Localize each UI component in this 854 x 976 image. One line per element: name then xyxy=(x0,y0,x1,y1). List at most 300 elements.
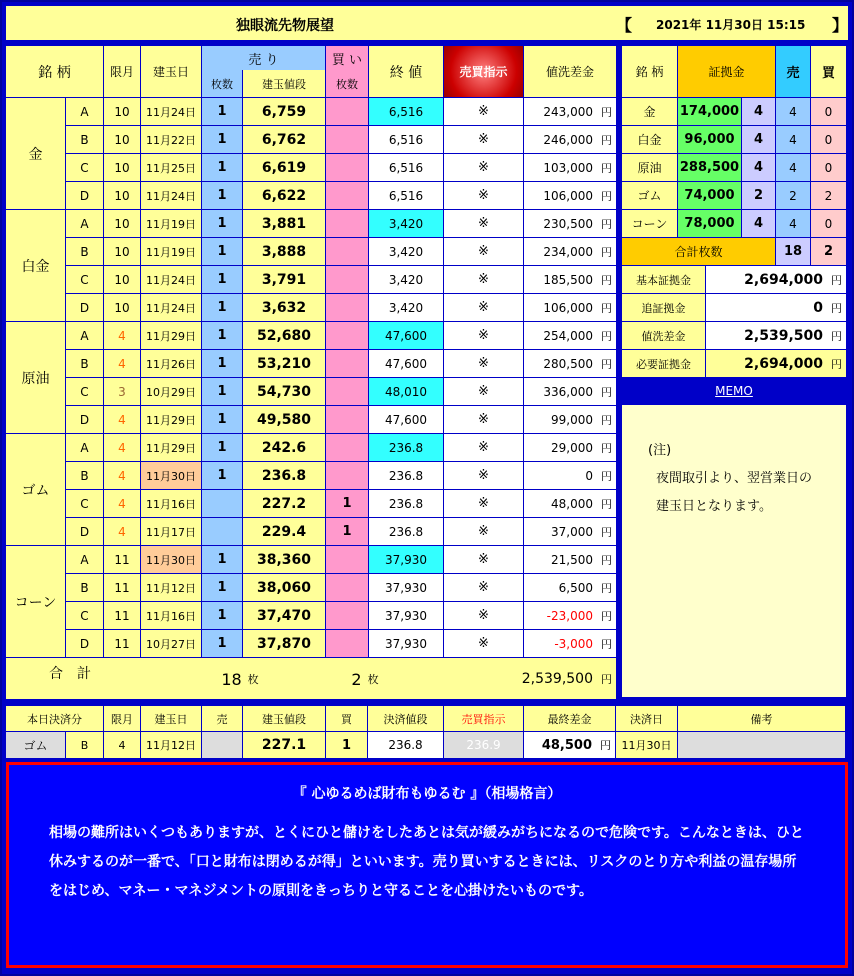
row-instruction: ※ xyxy=(444,238,523,265)
row-month: 11 xyxy=(104,546,140,573)
proverb-title: 『 心ゆるめば財布もゆるむ 』（相場格言） xyxy=(292,786,562,802)
row-symbol: D xyxy=(66,406,103,433)
settle-header-note: 備考 xyxy=(678,706,845,731)
settle-header-buy: 買 xyxy=(326,706,367,731)
total-sell xyxy=(200,664,280,694)
row-sell-qty xyxy=(202,518,242,545)
settle-final xyxy=(524,732,615,758)
row-instruction: ※ xyxy=(444,322,523,349)
row-buy-qty xyxy=(326,546,368,573)
side-row-name: ゴム xyxy=(622,182,677,209)
row-close: 47,600 xyxy=(369,350,443,377)
row-price: 227.2 xyxy=(243,490,325,517)
row-symbol: A xyxy=(66,210,103,237)
yen-unit: 円 xyxy=(601,497,612,511)
row-price: 54,730 xyxy=(243,378,325,405)
row-buy-qty xyxy=(326,462,368,489)
row-close: 3,420 xyxy=(369,294,443,321)
yen-unit: 円 xyxy=(601,273,612,287)
row-price: 52,680 xyxy=(243,322,325,349)
side-row-name: 金 xyxy=(622,98,677,125)
row-price: 6,759 xyxy=(243,98,325,125)
diff-value: 99,000 xyxy=(551,412,593,427)
side-row-margin: 74,000 xyxy=(678,182,741,209)
row-buy-qty xyxy=(326,238,368,265)
row-date: 11月22日 xyxy=(141,126,201,153)
yen-unit: 円 xyxy=(601,385,612,399)
side-total-sell: 18 xyxy=(776,238,810,265)
row-date: 11月25日 xyxy=(141,154,201,181)
yen-unit: 円 xyxy=(601,133,612,147)
row-date: 11月29日 xyxy=(141,406,201,433)
row-price: 236.8 xyxy=(243,462,325,489)
row-price: 37,470 xyxy=(243,602,325,629)
yen-unit: 円 xyxy=(601,413,612,427)
row-sell-qty: 1 xyxy=(202,630,242,657)
row-symbol: C xyxy=(66,154,103,181)
summary-label: 値洗差金 xyxy=(622,322,705,349)
row-diff xyxy=(524,350,616,377)
row-buy-qty xyxy=(326,210,368,237)
side-row-margin: 288,500 xyxy=(678,154,741,181)
side-row-count: 4 xyxy=(742,126,775,153)
row-instruction: ※ xyxy=(444,98,523,125)
row-diff xyxy=(524,294,616,321)
row-symbol: D xyxy=(66,518,103,545)
side-row-sell: 2 xyxy=(776,182,810,209)
header-brand: 銘 柄 xyxy=(6,46,103,97)
header-sell-qty: 枚数 xyxy=(202,70,242,97)
diff-value: 246,000 xyxy=(543,132,593,147)
yen-unit: 円 xyxy=(600,739,611,752)
row-close: 3,420 xyxy=(369,238,443,265)
row-instruction: ※ xyxy=(444,602,523,629)
row-sell-qty: 1 xyxy=(202,322,242,349)
row-price: 53,210 xyxy=(243,350,325,377)
row-close: 47,600 xyxy=(369,406,443,433)
row-diff xyxy=(524,378,616,405)
yen-unit: 円 xyxy=(601,329,612,343)
memo-line: 建玉日となります。 xyxy=(656,499,772,514)
diff-value: -23,000 xyxy=(546,608,593,623)
settle-header-final: 最終差金 xyxy=(524,706,615,731)
row-sell-qty: 1 xyxy=(202,602,242,629)
diff-value: 6,500 xyxy=(558,580,593,595)
side-row-sell: 4 xyxy=(776,210,810,237)
diff-value: 103,000 xyxy=(543,160,593,175)
row-date: 11月17日 xyxy=(141,518,201,545)
row-buy-qty xyxy=(326,406,368,433)
row-buy-qty xyxy=(326,602,368,629)
diff-value: 336,000 xyxy=(543,384,593,399)
bracket-close: 】 xyxy=(832,16,849,35)
row-sell-qty: 1 xyxy=(202,378,242,405)
row-month: 10 xyxy=(104,294,140,321)
row-instruction: ※ xyxy=(444,350,523,377)
summary-label: 追証拠金 xyxy=(622,294,705,321)
row-price: 6,622 xyxy=(243,182,325,209)
settle-sell xyxy=(202,732,242,758)
settle-header-sell: 売 xyxy=(202,706,242,731)
row-month: 4 xyxy=(104,322,140,349)
diff-value: 29,000 xyxy=(551,440,593,455)
row-instruction: ※ xyxy=(444,154,523,181)
row-date: 11月24日 xyxy=(141,294,201,321)
row-close: 3,420 xyxy=(369,266,443,293)
row-close: 3,420 xyxy=(369,210,443,237)
summary-value xyxy=(706,266,846,293)
row-sell-qty: 1 xyxy=(202,182,242,209)
row-month: 4 xyxy=(104,518,140,545)
row-instruction: ※ xyxy=(444,266,523,293)
row-symbol: C xyxy=(66,602,103,629)
row-close: 6,516 xyxy=(369,182,443,209)
summary-value xyxy=(706,294,846,321)
row-month: 10 xyxy=(104,266,140,293)
proverb-body: 相場の難所はいくつもありますが、とくにひと儲けをしたあとは気が緩みがちになるので危険です。こんなときは、ひと休みするのが一番で、「口と財布は閉めるが得」といいます。売り買いするときには、リスクのとり方や利益の温存場所をはじめ、マネー・マネジメントの原則をきっちりと守ることを心掛けたいものです。 xyxy=(49,825,804,899)
row-buy-qty xyxy=(326,294,368,321)
row-buy-qty xyxy=(326,378,368,405)
row-date: 11月24日 xyxy=(141,266,201,293)
side-header-buy: 買 xyxy=(811,46,846,97)
yen-unit: 円 xyxy=(601,609,612,623)
diff-value: 0 xyxy=(585,468,593,483)
row-close: 6,516 xyxy=(369,154,443,181)
header-close: 終 値 xyxy=(369,46,443,97)
side-row-sell: 4 xyxy=(776,154,810,181)
row-date: 11月19日 xyxy=(141,238,201,265)
settle-header-date: 建玉日 xyxy=(141,706,201,731)
header-month: 限月 xyxy=(104,46,140,97)
summary-amount: 2,539,500 xyxy=(744,327,823,344)
row-buy-qty xyxy=(326,434,368,461)
row-buy-qty xyxy=(326,266,368,293)
row-sell-qty: 1 xyxy=(202,350,242,377)
row-sell-qty: 1 xyxy=(202,266,242,293)
settle-final-value: 48,500 xyxy=(541,737,592,753)
settle-header-instruction: 売買指示 xyxy=(444,706,523,731)
row-buy-qty xyxy=(326,322,368,349)
diff-value: -3,000 xyxy=(554,636,593,651)
side-row-buy: 0 xyxy=(811,126,846,153)
row-buy-qty: 1 xyxy=(326,518,368,545)
memo-label[interactable]: MEMO xyxy=(715,384,753,398)
total-sell-unit: 枚 xyxy=(247,673,259,686)
row-close: 37,930 xyxy=(369,546,443,573)
settle-header-settle_price: 決済値段 xyxy=(368,706,443,731)
row-date: 11月30日 xyxy=(141,546,201,573)
row-buy-qty xyxy=(326,350,368,377)
row-month: 4 xyxy=(104,350,140,377)
yen-unit: 円 xyxy=(601,553,612,567)
settle-header-settle_date: 決済日 xyxy=(616,706,677,731)
summary-amount: 2,694,000 xyxy=(744,355,823,372)
settle-header-month: 限月 xyxy=(104,706,140,731)
row-close: 236.8 xyxy=(369,462,443,489)
side-row-buy: 2 xyxy=(811,182,846,209)
row-symbol: B xyxy=(66,462,103,489)
header-buy: 買 い xyxy=(326,46,368,70)
row-month: 10 xyxy=(104,210,140,237)
group-name: 白金 xyxy=(6,210,65,321)
row-month: 11 xyxy=(104,602,140,629)
row-sell-qty: 1 xyxy=(202,574,242,601)
total-buy-value: 2 xyxy=(351,669,362,689)
row-instruction: ※ xyxy=(444,546,523,573)
row-diff xyxy=(524,462,616,489)
side-header-margin: 証拠金 xyxy=(678,46,775,97)
row-close: 37,930 xyxy=(369,602,443,629)
diff-value: 48,000 xyxy=(551,496,593,511)
group-name: コーン xyxy=(6,546,65,657)
yen-unit: 円 xyxy=(601,673,612,686)
row-sell-qty xyxy=(202,490,242,517)
diff-value: 185,500 xyxy=(543,272,593,287)
row-close: 6,516 xyxy=(369,98,443,125)
row-sell-qty: 1 xyxy=(202,238,242,265)
row-sell-qty: 1 xyxy=(202,406,242,433)
row-month: 10 xyxy=(104,126,140,153)
total-diff-value: 2,539,500 xyxy=(521,671,593,687)
diff-value: 230,500 xyxy=(543,216,593,231)
diff-value: 234,000 xyxy=(543,244,593,259)
row-month: 4 xyxy=(104,462,140,489)
row-symbol: A xyxy=(66,434,103,461)
diff-value: 106,000 xyxy=(543,188,593,203)
settle-settle_date: 11月30日 xyxy=(616,732,677,758)
row-instruction: ※ xyxy=(444,490,523,517)
row-price: 229.4 xyxy=(243,518,325,545)
settle-header-price: 建玉値段 xyxy=(243,706,325,731)
row-month: 10 xyxy=(104,182,140,209)
row-month: 11 xyxy=(104,630,140,657)
row-symbol: B xyxy=(66,126,103,153)
summary-amount: 0 xyxy=(813,299,823,316)
side-row-count: 2 xyxy=(742,182,775,209)
side-row-name: コーン xyxy=(622,210,677,237)
row-sell-qty: 1 xyxy=(202,210,242,237)
settle-sym: B xyxy=(66,732,103,758)
total-buy-unit: 枚 xyxy=(367,673,379,686)
total-diff xyxy=(494,664,616,694)
row-close: 236.8 xyxy=(369,434,443,461)
row-symbol: D xyxy=(66,182,103,209)
row-date: 10月29日 xyxy=(141,378,201,405)
side-header-brand: 銘 柄 xyxy=(622,46,677,97)
memo-line: (注) xyxy=(648,443,672,458)
row-buy-qty xyxy=(326,630,368,657)
row-symbol: A xyxy=(66,98,103,125)
row-diff xyxy=(524,630,616,657)
row-instruction: ※ xyxy=(444,574,523,601)
settle-settle_price: 236.8 xyxy=(368,732,443,758)
memo-panel xyxy=(622,405,846,697)
row-price: 6,619 xyxy=(243,154,325,181)
row-symbol: B xyxy=(66,350,103,377)
header-diff: 値洗差金 xyxy=(524,46,616,97)
row-instruction: ※ xyxy=(444,210,523,237)
row-price: 38,360 xyxy=(243,546,325,573)
row-date: 11月24日 xyxy=(141,182,201,209)
row-close: 236.8 xyxy=(369,518,443,545)
row-instruction: ※ xyxy=(444,406,523,433)
row-instruction: ※ xyxy=(444,462,523,489)
settle-date: 11月12日 xyxy=(141,732,201,758)
row-diff xyxy=(524,238,616,265)
header-buy-qty: 枚数 xyxy=(326,70,368,97)
row-symbol: C xyxy=(66,490,103,517)
row-instruction: ※ xyxy=(444,294,523,321)
yen-unit: 円 xyxy=(601,637,612,651)
settle-note xyxy=(678,732,845,758)
side-row-buy: 0 xyxy=(811,154,846,181)
yen-unit: 円 xyxy=(601,441,612,455)
row-price: 3,632 xyxy=(243,294,325,321)
row-month: 4 xyxy=(104,406,140,433)
row-symbol: B xyxy=(66,238,103,265)
row-sell-qty: 1 xyxy=(202,126,242,153)
title-bar xyxy=(6,6,848,40)
side-row-margin: 78,000 xyxy=(678,210,741,237)
row-date: 11月26日 xyxy=(141,350,201,377)
side-row-sell: 4 xyxy=(776,98,810,125)
group-name: 原油 xyxy=(6,322,65,433)
row-diff xyxy=(524,434,616,461)
side-row-count: 4 xyxy=(742,210,775,237)
total-label: 合 計 xyxy=(40,658,100,688)
header-price: 建玉値段 xyxy=(243,70,325,97)
settle-brand: ゴム xyxy=(6,732,65,758)
side-total-label: 合計枚数 xyxy=(622,238,775,265)
total-sell-value: 18 xyxy=(221,669,242,689)
yen-unit: 円 xyxy=(601,105,612,119)
row-diff xyxy=(524,98,616,125)
row-sell-qty: 1 xyxy=(202,546,242,573)
row-price: 6,762 xyxy=(243,126,325,153)
row-diff xyxy=(524,406,616,433)
row-diff xyxy=(524,154,616,181)
side-row-name: 原油 xyxy=(622,154,677,181)
diff-value: 280,500 xyxy=(543,356,593,371)
settle-header-label: 本日決済分 xyxy=(6,706,103,731)
row-date: 11月12日 xyxy=(141,574,201,601)
row-date: 11月30日 xyxy=(141,462,201,489)
row-symbol: A xyxy=(66,322,103,349)
row-close: 236.8 xyxy=(369,490,443,517)
row-close: 6,516 xyxy=(369,126,443,153)
row-date: 11月29日 xyxy=(141,434,201,461)
side-row-count: 4 xyxy=(742,98,775,125)
side-row-buy: 0 xyxy=(811,98,846,125)
diff-value: 37,000 xyxy=(551,524,593,539)
row-close: 37,930 xyxy=(369,630,443,657)
row-sell-qty: 1 xyxy=(202,462,242,489)
yen-unit: 円 xyxy=(601,357,612,371)
row-date: 11月16日 xyxy=(141,490,201,517)
row-close: 37,930 xyxy=(369,574,443,601)
group-name: ゴム xyxy=(6,434,65,545)
row-symbol: A xyxy=(66,546,103,573)
row-month: 3 xyxy=(104,378,140,405)
row-sell-qty: 1 xyxy=(202,294,242,321)
yen-unit: 円 xyxy=(831,301,842,315)
row-diff xyxy=(524,210,616,237)
row-sell-qty: 1 xyxy=(202,434,242,461)
group-name: 金 xyxy=(6,98,65,209)
side-total-buy: 2 xyxy=(811,238,846,265)
row-buy-qty xyxy=(326,574,368,601)
memo-line: 夜間取引より、翌営業日の xyxy=(656,471,813,486)
row-instruction: ※ xyxy=(444,378,523,405)
row-buy-qty xyxy=(326,98,368,125)
row-sell-qty: 1 xyxy=(202,154,242,181)
row-month: 4 xyxy=(104,434,140,461)
side-row-buy: 0 xyxy=(811,210,846,237)
side-row-margin: 174,000 xyxy=(678,98,741,125)
summary-amount: 2,694,000 xyxy=(744,271,823,288)
row-diff xyxy=(524,266,616,293)
row-month: 10 xyxy=(104,238,140,265)
yen-unit: 円 xyxy=(601,245,612,259)
row-price: 3,888 xyxy=(243,238,325,265)
row-date: 11月24日 xyxy=(141,98,201,125)
row-price: 242.6 xyxy=(243,434,325,461)
side-row-count: 4 xyxy=(742,154,775,181)
row-close: 48,010 xyxy=(369,378,443,405)
yen-unit: 円 xyxy=(601,469,612,483)
bracket-open: 【 xyxy=(616,16,633,35)
side-row-sell: 4 xyxy=(776,126,810,153)
row-diff xyxy=(524,546,616,573)
row-date: 11月29日 xyxy=(141,322,201,349)
summary-label: 基本証拠金 xyxy=(622,266,705,293)
settle-instruction: 236.9 xyxy=(444,732,523,758)
row-month: 11 xyxy=(104,574,140,601)
row-diff xyxy=(524,574,616,601)
row-instruction: ※ xyxy=(444,630,523,657)
summary-label: 必要証拠金 xyxy=(622,350,705,377)
yen-unit: 円 xyxy=(601,189,612,203)
side-row-margin: 96,000 xyxy=(678,126,741,153)
row-diff xyxy=(524,490,616,517)
row-diff xyxy=(524,322,616,349)
row-instruction: ※ xyxy=(444,182,523,209)
proverb-panel xyxy=(6,762,848,968)
header-date: 建玉日 xyxy=(141,46,201,97)
yen-unit: 円 xyxy=(601,217,612,231)
row-sell-qty: 1 xyxy=(202,98,242,125)
total-buy xyxy=(330,664,400,694)
row-symbol: C xyxy=(66,266,103,293)
row-diff xyxy=(524,182,616,209)
yen-unit: 円 xyxy=(601,581,612,595)
diff-value: 254,000 xyxy=(543,328,593,343)
yen-unit: 円 xyxy=(601,525,612,539)
yen-unit: 円 xyxy=(601,161,612,175)
summary-value xyxy=(706,350,846,377)
settle-buy: 1 xyxy=(326,732,367,758)
row-month: 10 xyxy=(104,154,140,181)
diff-value: 243,000 xyxy=(543,104,593,119)
row-date: 10月27日 xyxy=(141,630,201,657)
row-month: 4 xyxy=(104,490,140,517)
row-month: 10 xyxy=(104,98,140,125)
row-price: 3,881 xyxy=(243,210,325,237)
yen-unit: 円 xyxy=(831,357,842,371)
yen-unit: 円 xyxy=(831,329,842,343)
header-instruction: 売買指示 xyxy=(444,46,523,97)
report-datetime: 2021年 11月30日 15:15 xyxy=(656,18,806,32)
